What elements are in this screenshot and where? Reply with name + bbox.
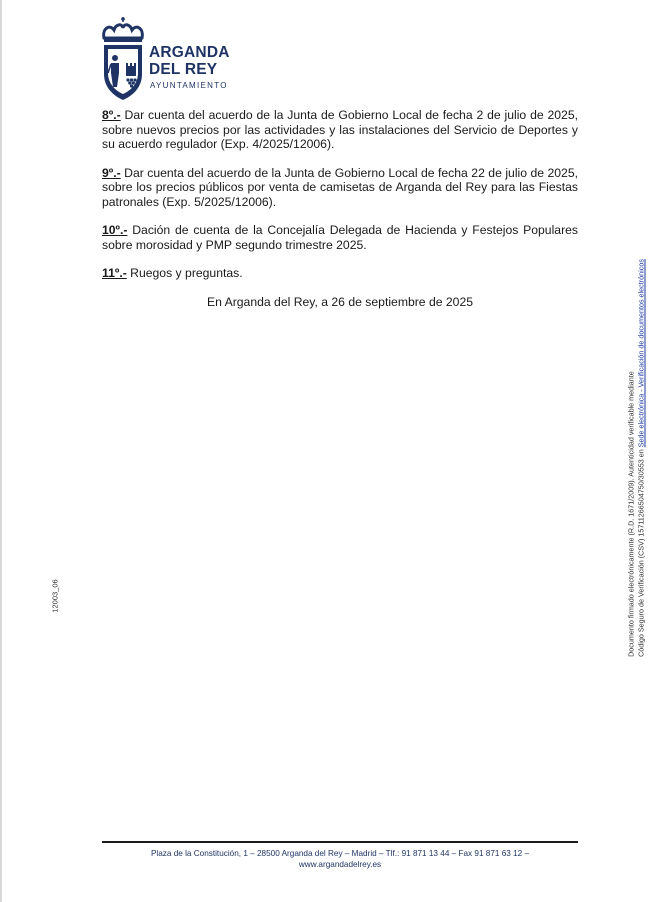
agenda-item	[102, 166, 578, 210]
agenda-item	[102, 266, 578, 281]
verification-note	[627, 259, 646, 657]
item-text: Dar cuenta del acuerdo de la Junta de Gobierno Local de fecha 22 de julio de 2025, sobre los precios públicos por venta de camisetas de Arganda del Rey para las Fiestas patronales (Exp. 5/2025/12006).	[102, 165, 578, 209]
logo-name-line2: DEL REY	[149, 61, 218, 78]
footer	[102, 848, 578, 870]
logo-name-line1: ARGANDA	[149, 44, 230, 61]
page-left-edge	[0, 0, 2, 902]
item-text: Ruegos y preguntas.	[126, 266, 243, 280]
logo-subtitle: AYUNTAMIENTO	[150, 81, 228, 90]
agenda-item	[102, 223, 578, 252]
verification-csv: Código Seguro de Verificación (CSV) 15711266504750/30553 en	[636, 447, 645, 657]
verification-line2	[636, 259, 646, 657]
item-text: Dación de cuenta de la Concejalía Delegada de Hacienda y Festejos Populares sobre morosidad y PMP segundo trimestre 2025.	[102, 223, 578, 252]
verification-link[interactable]: Sede electrónica - Verificación de documentos electrónicos	[636, 259, 645, 448]
agenda-item	[102, 108, 578, 152]
header-logo	[100, 16, 240, 102]
logo-name	[149, 44, 230, 78]
footer-address: Plaza de la Constitución, 1 – 28500 Arganda del Rey – Madrid – Tlf.: 91 871 13 44 – Fax 91 871 63 12 –	[150, 849, 530, 858]
item-text: Dar cuenta del acuerdo de la Junta de Gobierno Local de fecha 2 de julio de 2025, sobre nuevos precios por las actividades y las instalaciones del Servicio de Deportes y su acuerdo regulador (Exp. 4/2025/12006).	[102, 108, 578, 151]
document-side-code: 12003_06	[50, 579, 60, 613]
item-number: 9º.-	[102, 165, 121, 180]
footer-divider	[102, 841, 578, 843]
agenda-content	[102, 108, 578, 321]
verification-line1: Documento firmado electrónicamente (R.D. 1671/2009). Autenticidad verificable mediante	[626, 371, 636, 657]
footer-website: www.argandadelrey.es	[298, 860, 382, 869]
closing-date-line: En Arganda del Rey, a 26 de septiembre de 2025	[206, 294, 474, 309]
item-number: 10º.-	[102, 223, 128, 237]
coat-of-arms-icon	[100, 16, 146, 102]
item-number: 8º.-	[102, 108, 121, 122]
item-number: 11º.-	[102, 266, 127, 280]
